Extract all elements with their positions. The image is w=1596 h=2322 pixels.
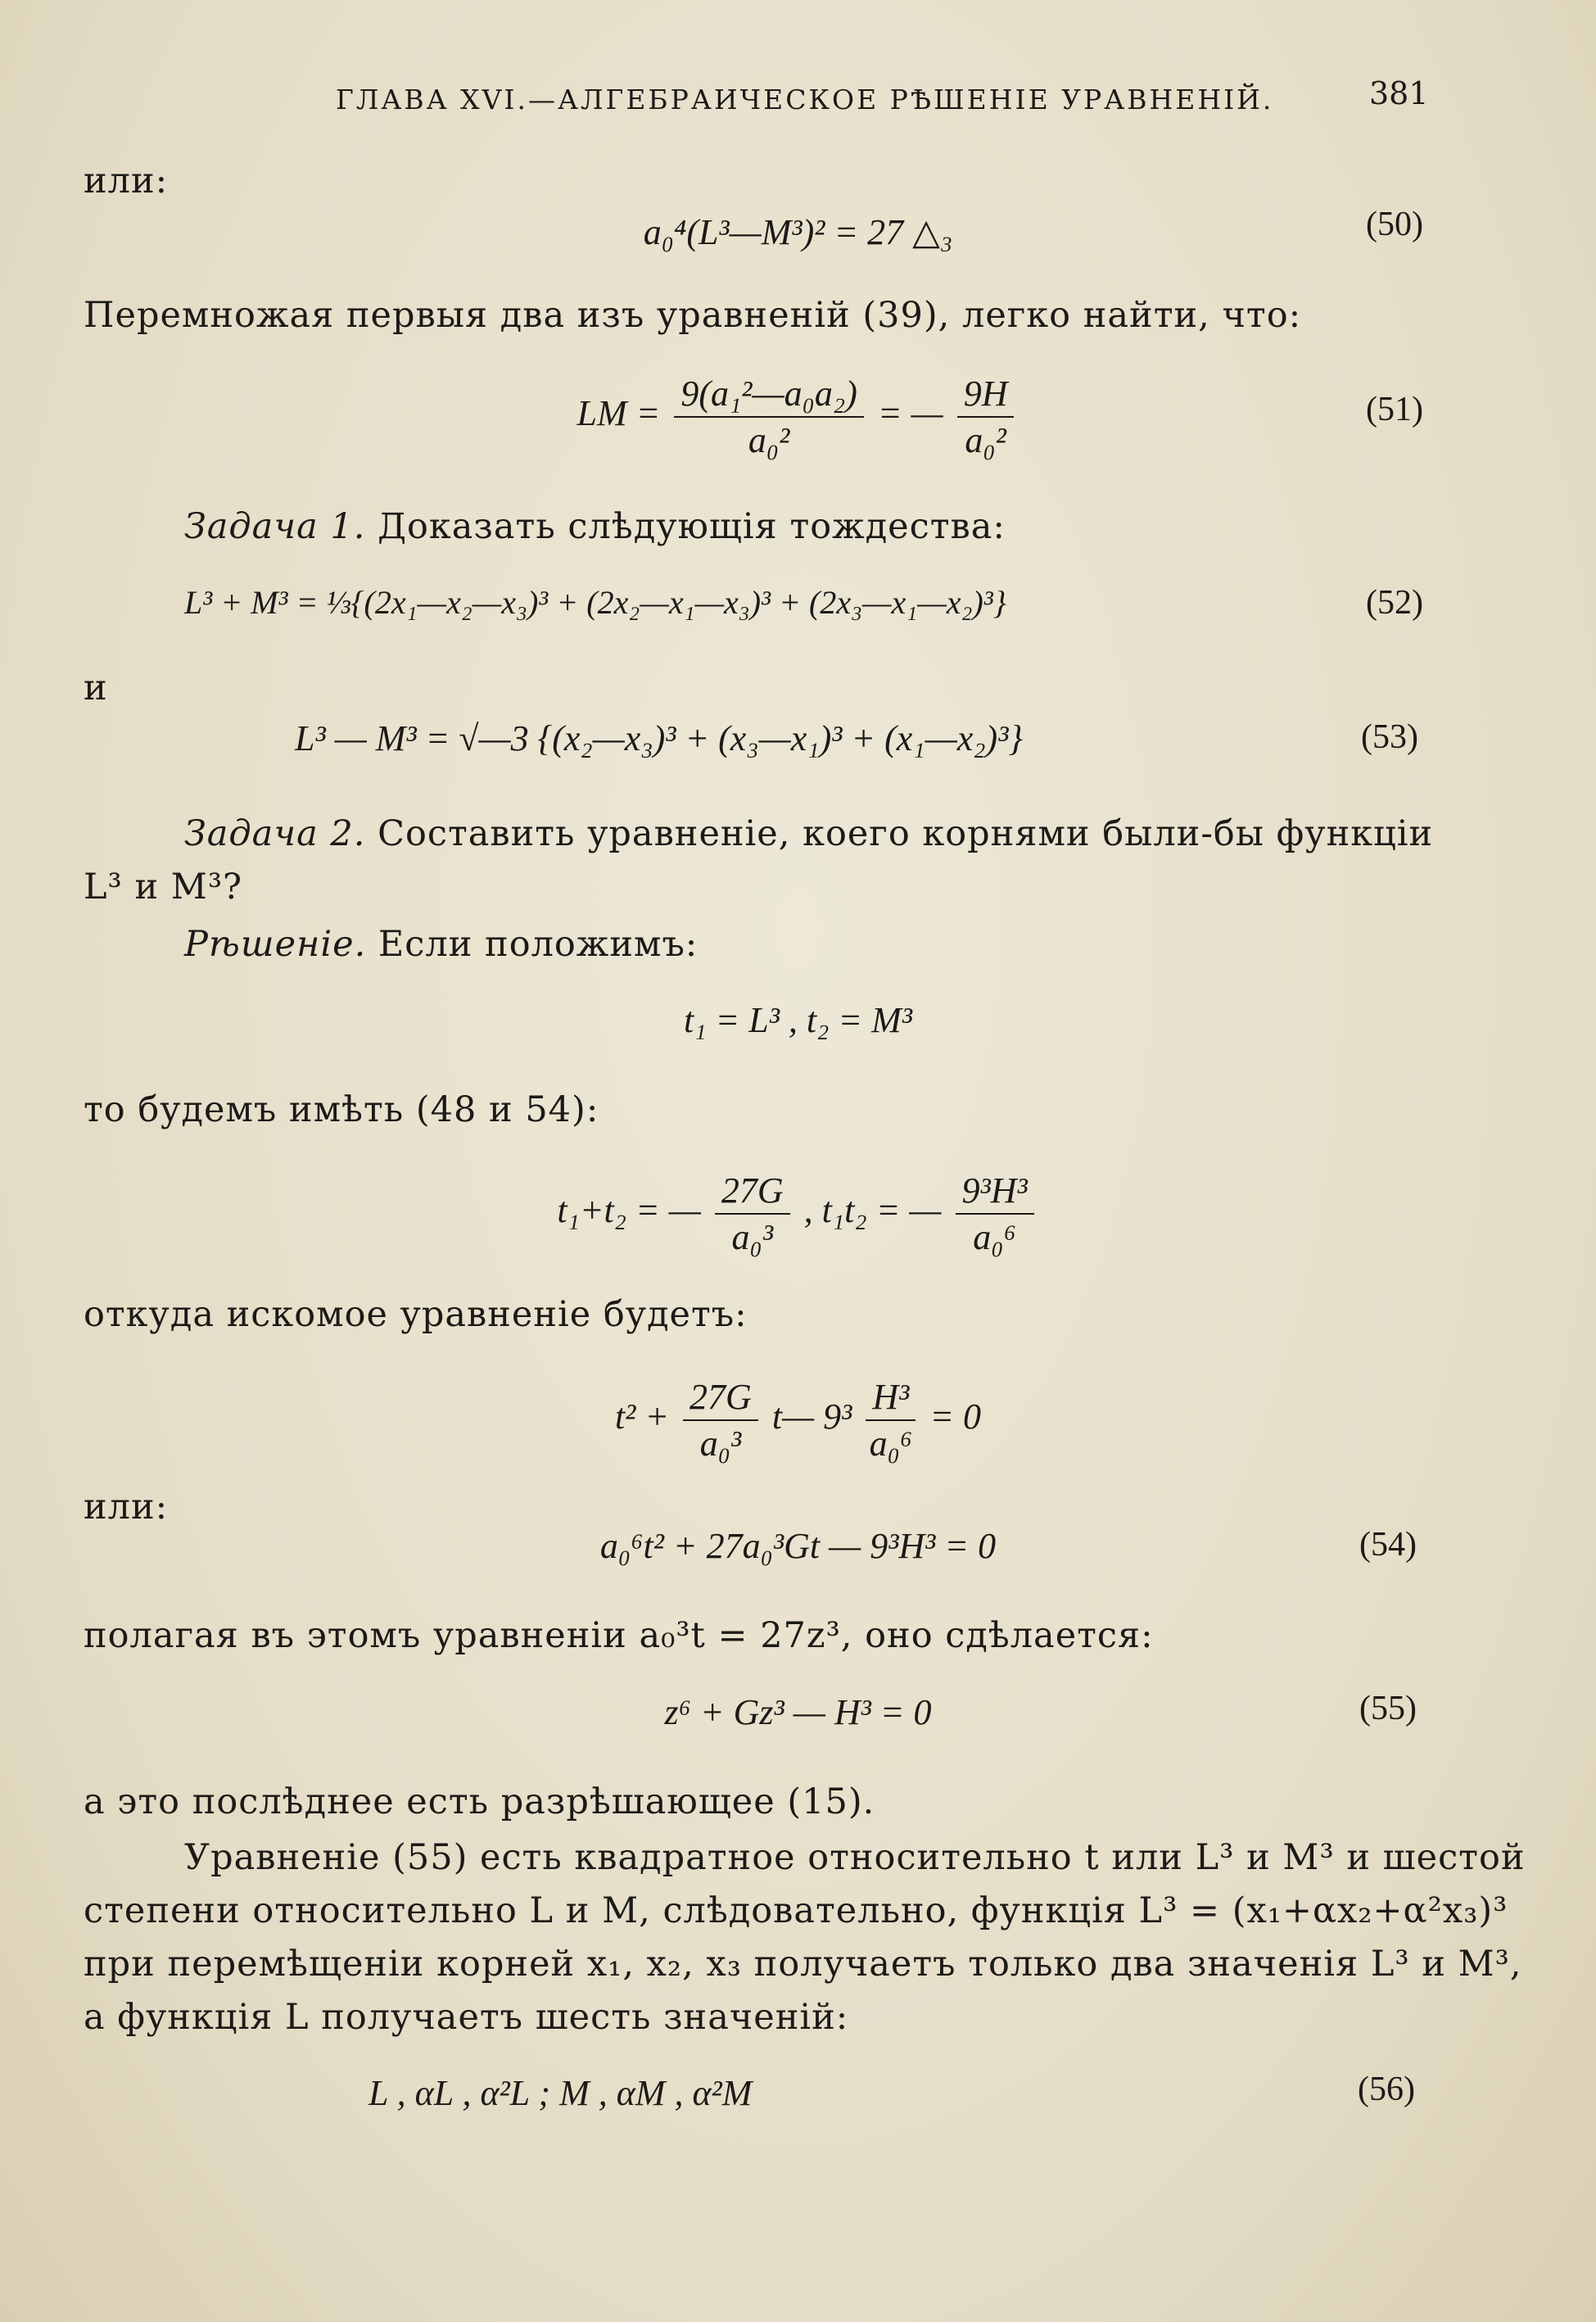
task-label: Задача 2. <box>184 813 366 854</box>
numerator: 9(a₁²—a₀a₂) <box>674 373 864 418</box>
eq51-mid: = — <box>877 393 943 434</box>
product-lhs: , t₁t₂ = — <box>803 1190 942 1231</box>
equation-50: a₀⁴(L³—M³)² = 27 △₃ <box>643 212 953 252</box>
running-header: ГЛАВА XVI.—АЛГЕБРАИЧЕСКОЕ РѢШЕНІЕ УРАВНЕНІЙ. <box>336 84 1274 115</box>
equation-number: (53) <box>1361 718 1418 756</box>
denominator: a₀⁶ <box>869 1424 913 1464</box>
equation-number: (54) <box>1359 1526 1417 1564</box>
quad-fraction-2 <box>866 1376 916 1464</box>
page-number: 381 <box>1369 75 1429 111</box>
quad-part: = 0 <box>929 1396 982 1437</box>
equation-t: t₁ = L³ , t₂ = M³ <box>684 1000 912 1040</box>
equation-number: (56) <box>1358 2071 1415 2108</box>
sum-lhs: t₁+t₂ = — <box>557 1190 701 1231</box>
eq51-fraction-2 <box>957 373 1015 461</box>
equation-52: L³ + M³ = ⅓{(2x₁—x₂—x₃)³ + (2x₂—x₁—x₃)³ + (2x₃—x₁—x₂)³} <box>184 584 1006 621</box>
denominator: a₀² <box>748 420 790 460</box>
text-line: а это послѣднее есть разрѣшающее (15). <box>84 1781 875 1822</box>
text-line: L³ и M³? <box>84 867 243 908</box>
equation-54: a₀⁶t² + 27a₀³Gt — 9³H³ = 0 <box>599 1526 997 1566</box>
text-line: полагая въ этомъ уравненіи a₀³t = 27z³, оно сдѣлается: <box>84 1615 1154 1656</box>
paragraph-line: при перемѣщеніи корней x₁, x₂, x₃ получаетъ только два значенія L³ и M³, <box>84 1944 1522 1985</box>
text-line: откуда искомое уравненіе будетъ: <box>84 1294 748 1335</box>
equation-55: z⁶ + Gz³ — H³ = 0 <box>664 1692 932 1732</box>
denominator: a₀² <box>965 420 1006 460</box>
solution-line <box>184 924 698 965</box>
paragraph-line: Уравненіе (55) есть квадратное относительно t или L³ и M³ и шестой <box>184 1837 1526 1878</box>
equation-51 <box>0 373 1596 461</box>
numerator: 27G <box>715 1170 790 1215</box>
numerator: 9³H³ <box>956 1170 1034 1215</box>
equation-sum-product <box>0 1170 1596 1258</box>
paragraph-line: степени относительно L и M, слѣдовательно, функція L³ = (x₁+αx₂+α²x₃)³ <box>84 1890 1508 1931</box>
task-1-line <box>184 506 1006 547</box>
text-line: то будемъ имѣть (48 и 54): <box>84 1089 599 1130</box>
paragraph-line: а функція L получаетъ шесть значеній: <box>84 1997 849 2038</box>
numerator: 9H <box>957 373 1015 418</box>
quad-part: t² + <box>614 1396 670 1437</box>
equation-53: L³ — M³ = √—3 {(x₂—x₃)³ + (x₃—x₁)³ + (x₁—x₂)³} <box>295 718 1023 758</box>
quad-part: t— 9³ <box>771 1396 852 1437</box>
equation-number: (51) <box>1366 391 1423 428</box>
text-line: Перемножая первыя два изъ уравненій (39), легко найти, что: <box>84 295 1302 336</box>
text-line: или: <box>84 1487 169 1528</box>
text-line: или: <box>84 161 169 201</box>
equation-number: (55) <box>1359 1690 1417 1727</box>
numerator: H³ <box>866 1376 916 1421</box>
sum-fraction <box>715 1170 790 1258</box>
task-2-line <box>184 813 1433 854</box>
text-line: и <box>84 668 108 708</box>
quad-fraction-1 <box>683 1376 758 1464</box>
denominator: a₀⁶ <box>973 1217 1016 1257</box>
equation-number: (50) <box>1366 206 1423 243</box>
eq51-fraction-1 <box>674 373 864 461</box>
task-label: Задача 1. <box>184 506 366 547</box>
equation-number: (52) <box>1366 584 1423 622</box>
numerator: 27G <box>683 1376 758 1421</box>
task-text: Составить уравненіе, коего корнями были-бы функціи <box>378 813 1434 854</box>
task-text: Доказать слѣдующія тождества: <box>378 506 1006 547</box>
product-fraction <box>956 1170 1034 1258</box>
solution-label: Рѣшеніе. <box>184 924 367 965</box>
denominator: a₀³ <box>699 1424 742 1464</box>
solution-text: Если положимъ: <box>378 924 699 965</box>
denominator: a₀³ <box>731 1217 774 1257</box>
equation-56: L , αL , α²L ; M , αM , α²M <box>368 2073 753 2113</box>
eq51-lhs: LM = <box>576 393 661 434</box>
equation-quadratic <box>0 1376 1596 1464</box>
